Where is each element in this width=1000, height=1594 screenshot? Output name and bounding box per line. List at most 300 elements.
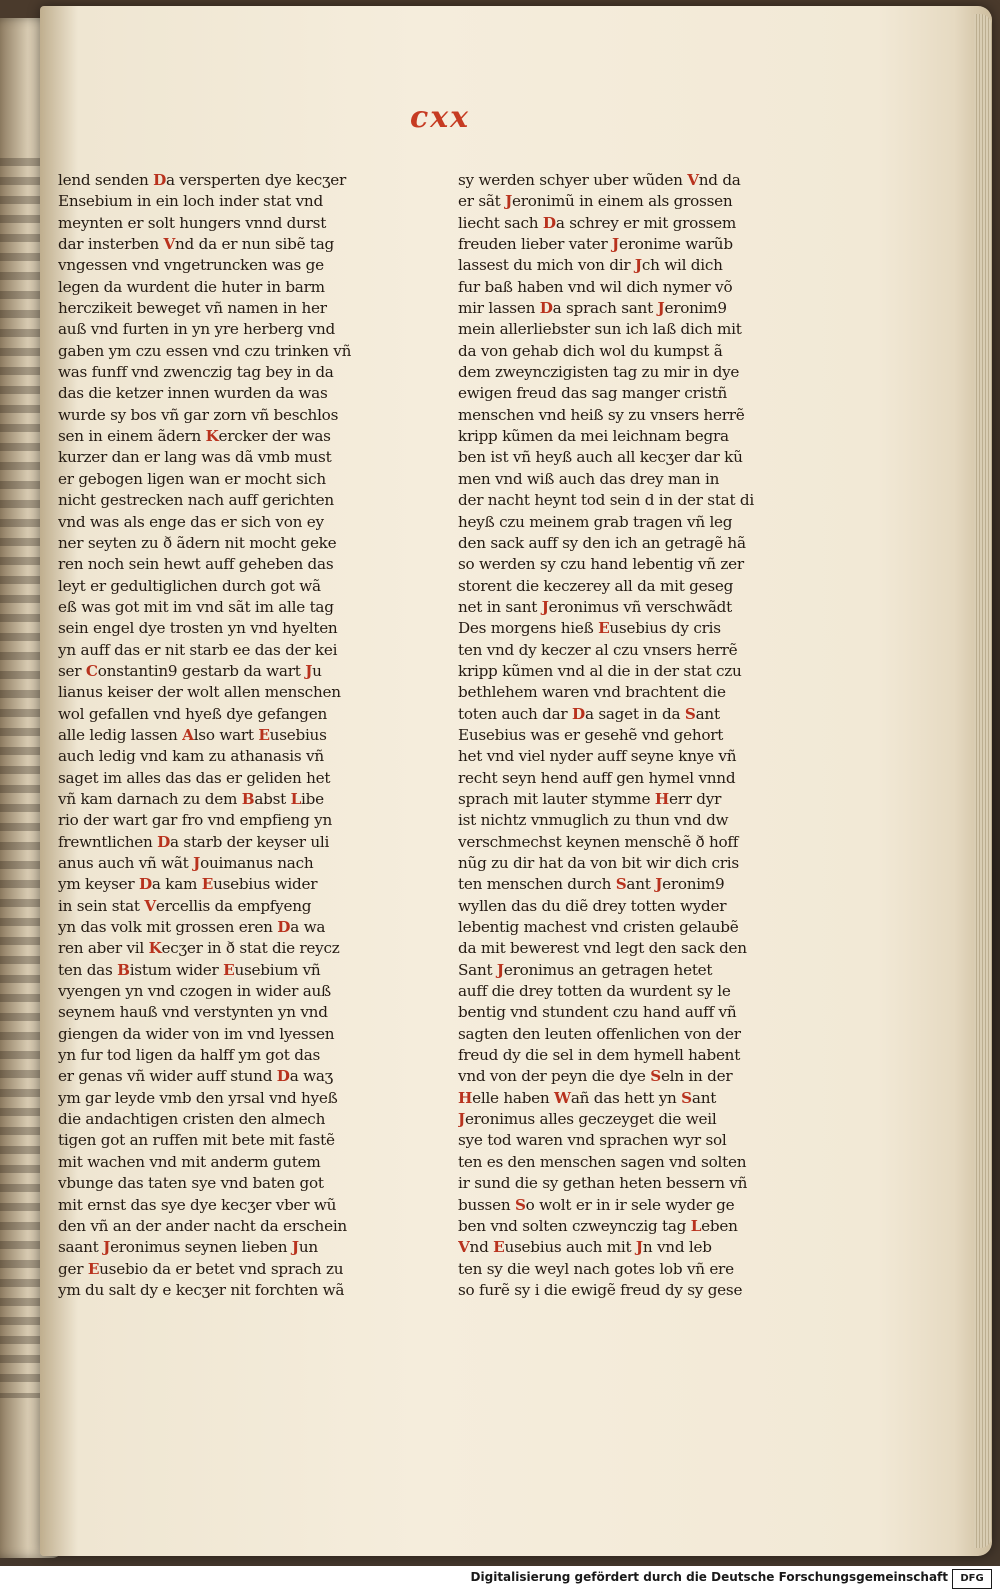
text-line — [458, 725, 803, 746]
text-segment: mein allerliebster sun ich laß dich mit — [458, 320, 742, 339]
rubricated-initial: D — [277, 918, 291, 937]
rubricated-initial: V — [458, 1238, 470, 1257]
text-line — [458, 874, 803, 895]
text-segment: ym du salt dy e kecʒer nit forchten wã — [58, 1280, 345, 1299]
text-segment: ewigen freud das sag manger cristñ — [458, 384, 727, 403]
rubricated-initial: S — [681, 1088, 692, 1107]
text-segment: recht seyn hend auff gen hymel vnnd — [458, 768, 736, 787]
text-line — [458, 960, 803, 981]
text-line — [58, 981, 403, 1002]
text-segment: n vnd leb — [642, 1238, 712, 1257]
text-segment: ten das — [58, 960, 118, 979]
text-segment: eronime warũb — [618, 235, 733, 254]
text-segment: yn das volk mit grossen eren — [58, 918, 278, 937]
rubricated-initial: J — [655, 875, 663, 894]
text-segment: net in sant — [458, 597, 542, 616]
text-line — [458, 1152, 803, 1173]
text-line — [458, 405, 803, 426]
text-line — [58, 896, 403, 917]
text-segment: vyengen yn vnd czogen in wider auß — [58, 982, 331, 1001]
rubricated-initial: J — [193, 854, 201, 872]
text-segment: usebius dy cris — [609, 619, 721, 638]
text-segment: sye tod waren vnd sprachen wyr sol — [458, 1131, 727, 1150]
text-segment: fur baß haben vnd wil dich nymer võ — [458, 277, 733, 296]
text-line — [458, 1088, 803, 1109]
rubricated-initial: E — [493, 1238, 505, 1257]
text-line — [58, 1088, 403, 1109]
text-segment: nũg zu dir hat da von bit wir dich cris — [458, 854, 739, 872]
rubricated-initial: E — [87, 1259, 100, 1278]
text-segment: wyllen das du diẽ drey totten wyder — [458, 896, 727, 915]
text-line — [458, 746, 803, 767]
text-line — [458, 1280, 803, 1301]
rubricated-initial: S — [650, 1067, 661, 1086]
rubricated-initial: K — [148, 939, 162, 958]
text-line — [458, 1045, 803, 1066]
text-segment: frewntlichen — [58, 832, 158, 851]
text-line — [458, 576, 803, 597]
text-segment: er sãt — [458, 192, 506, 211]
text-line — [58, 170, 403, 191]
text-segment: ant — [691, 1088, 717, 1107]
rubricated-initial: J — [635, 1238, 643, 1257]
text-line — [458, 1066, 803, 1087]
text-line — [458, 277, 803, 298]
text-line — [458, 490, 803, 511]
text-segment: a versperten dye kecʒer — [165, 171, 347, 189]
text-segment: so werden sy czu hand lebentig vñ zer — [458, 555, 744, 574]
text-segment: a waʒ — [289, 1067, 333, 1086]
text-segment: eln in der — [660, 1067, 733, 1086]
text-segment: ser — [58, 661, 86, 680]
text-segment: ir sund die sy gethan heten bessern vñ — [458, 1174, 748, 1193]
text-segment: meynten er solt hungers vnnd durst — [58, 213, 327, 232]
text-segment: storent die keczerey all da mit geseg — [458, 576, 734, 595]
text-line — [58, 853, 403, 874]
text-segment: ben ist vñ heyß auch all kecʒer dar kũ — [458, 448, 743, 467]
text-line — [58, 938, 403, 959]
text-segment: sy werden schyer uber wũden — [458, 171, 688, 189]
text-segment: sagten den leuten offenlichen von der — [458, 1024, 741, 1043]
text-line — [458, 1024, 803, 1045]
text-segment: nicht gestrecken nach auff gerichten — [58, 491, 334, 510]
text-segment: freuden lieber vater — [458, 235, 613, 254]
text-segment: ym keyser — [58, 875, 139, 894]
text-line — [458, 682, 803, 703]
rubricated-initial: B — [241, 789, 255, 808]
funding-credit: Digitalisierung gefördert durch die Deutsche Forschungsgemeinschaft — [470, 1570, 948, 1584]
text-segment: die andachtigen cristen den almech — [58, 1110, 326, 1129]
text-line — [58, 789, 403, 810]
text-segment: ren aber vil — [58, 939, 149, 958]
text-segment: a kam — [151, 875, 202, 894]
text-line — [458, 917, 803, 938]
text-line — [58, 533, 403, 554]
text-segment: lso wart — [193, 725, 259, 744]
text-line — [58, 1130, 403, 1151]
text-segment: sprach mit lauter stymme — [458, 789, 655, 808]
text-segment: vngessen vnd vngetruncken was ge — [58, 256, 324, 275]
text-line — [58, 362, 403, 383]
rubricated-initial: L — [690, 1216, 702, 1235]
text-line — [458, 640, 803, 661]
page-stack-edge — [974, 14, 992, 1548]
text-line — [458, 981, 803, 1002]
text-line — [58, 832, 403, 853]
text-segment: ger — [58, 1259, 88, 1278]
rubricated-initial: D — [153, 171, 166, 189]
text-line — [58, 704, 403, 725]
text-line — [458, 896, 803, 917]
text-line — [58, 490, 403, 511]
rubricated-initial: J — [496, 960, 504, 979]
text-line — [458, 810, 803, 831]
text-line — [58, 682, 403, 703]
text-segment: da von gehab dich wol du kumpst ã — [458, 341, 723, 360]
folio-number: cxx — [409, 100, 471, 135]
text-segment: legen da wurdent die huter in barm — [58, 277, 325, 296]
text-line — [458, 1173, 803, 1194]
text-segment: usebius auch mit — [504, 1238, 636, 1257]
text-segment: usebium vñ — [234, 960, 321, 979]
text-segment: ercellis da empfyeng — [155, 896, 312, 915]
rubricated-initial: S — [514, 1195, 526, 1214]
rubricated-initial: S — [615, 875, 627, 894]
text-segment: so furẽ sy i die ewigẽ freud dy sy gese — [458, 1280, 743, 1299]
rubricated-initial: D — [542, 213, 556, 232]
text-line — [458, 1002, 803, 1023]
rubricated-initial: J — [657, 299, 665, 318]
text-line — [58, 298, 403, 319]
rubricated-initial: V — [687, 171, 699, 189]
text-segment: eronimus alles geczeyget die weil — [464, 1110, 717, 1129]
text-line — [58, 746, 403, 767]
text-line — [58, 447, 403, 468]
text-segment: a schrey er mit grossem — [555, 213, 737, 232]
text-line — [458, 191, 803, 212]
text-segment: ibe — [301, 789, 324, 808]
text-segment: ten es den menschen sagen vnd solten — [458, 1152, 747, 1171]
text-line — [58, 597, 403, 618]
text-segment: eronimus vñ verschwãdt — [548, 597, 732, 616]
text-line — [458, 383, 803, 404]
rubricated-initial: K — [205, 427, 219, 446]
text-segment: heyß czu meinem grab tragen vñ leg — [458, 512, 733, 531]
text-segment: herczikeit beweget vñ namen in her — [58, 299, 327, 318]
text-segment: ant — [626, 875, 656, 894]
rubricated-initial: D — [157, 832, 171, 851]
text-segment: saget im alles das das er geliden het — [58, 768, 331, 787]
text-segment: o wolt er in ir sele wyder ge — [525, 1195, 735, 1214]
text-line — [58, 1280, 403, 1301]
text-line — [458, 1109, 803, 1130]
text-line — [58, 768, 403, 789]
rubricated-initial: J — [103, 1238, 111, 1257]
rubricated-initial: E — [258, 725, 270, 744]
text-segment: ercker der was — [218, 427, 331, 446]
text-line — [458, 213, 803, 234]
text-segment: verschmechst keynen menschẽ ð hoff — [458, 832, 739, 851]
text-segment: sen in einem ãdern — [58, 427, 206, 446]
text-line — [458, 1237, 803, 1258]
text-segment: ist nichtz vnmuglich zu thun vnd dw — [458, 811, 729, 830]
text-line — [58, 810, 403, 831]
text-segment: un — [298, 1238, 318, 1257]
rubricated-initial: J — [305, 661, 313, 680]
rubricated-initial: V — [144, 896, 156, 915]
text-segment: bussen — [458, 1195, 515, 1214]
rubricated-initial: D — [572, 704, 585, 723]
rubricated-initial: J — [291, 1238, 299, 1257]
text-segment: a sprach sant — [552, 299, 658, 318]
text-line — [58, 576, 403, 597]
text-segment: onstantin9 gestarb da wart — [97, 661, 306, 680]
text-segment: vbunge das taten sye vnd baten got — [58, 1174, 324, 1193]
text-segment: kurzer dan er lang was dã vmb must — [58, 448, 332, 467]
text-segment: leyt er gedultiglichen durch got wã — [58, 576, 321, 595]
text-line — [458, 255, 803, 276]
text-segment: vnd was als enge das er sich von ey — [58, 512, 324, 531]
text-segment: in sein stat — [58, 896, 145, 915]
text-segment: da mit bewerest vnd legt den sack den — [458, 939, 747, 958]
text-segment: ten sy die weyl nach gotes lob vñ ere — [458, 1259, 734, 1278]
text-column-left — [58, 170, 403, 1301]
text-segment: seynem hauß vnd verstynten yn vnd — [58, 1003, 328, 1022]
text-segment: menschen vnd heiß sy zu vnsers herrẽ — [458, 405, 745, 424]
text-segment: wol gefallen vnd hyeß dye gefangen — [58, 704, 328, 723]
text-line — [58, 383, 403, 404]
text-line — [58, 277, 403, 298]
text-segment: bethlehem waren vnd brachtent die — [458, 683, 726, 702]
text-line — [58, 1045, 403, 1066]
text-line — [58, 874, 403, 895]
text-line — [458, 1130, 803, 1151]
text-segment: ten vnd dy keczer al czu vnsers herrẽ — [458, 640, 738, 659]
rubricated-initial: J — [458, 1110, 465, 1129]
text-segment: lianus keiser der wolt allen menschen — [58, 683, 341, 702]
text-segment: mit ernst das sye dye kecʒer vber wũ — [58, 1195, 337, 1214]
rubricated-initial: H — [458, 1088, 473, 1107]
text-column-right — [458, 170, 803, 1301]
text-segment: yn auff das er nit starb ee das der kei — [58, 640, 338, 659]
text-segment: mir lassen — [458, 299, 540, 318]
text-segment: anus auch vñ wãt — [58, 854, 194, 872]
text-segment: yn fur tod ligen da halff ym got das — [58, 1046, 321, 1065]
rubricated-initial: J — [612, 235, 619, 254]
text-line — [458, 853, 803, 874]
text-segment: ben vnd solten czweynczig tag — [458, 1216, 691, 1235]
text-segment: usebius — [269, 725, 327, 744]
text-segment: auch ledig vnd kam zu athanasis vñ — [58, 747, 324, 766]
text-segment: eronimus an getragen hetet — [503, 960, 713, 979]
rubricated-initial: D — [276, 1067, 290, 1086]
text-segment: a saget in da — [584, 704, 685, 723]
text-line — [58, 255, 403, 276]
text-line — [58, 405, 403, 426]
text-segment: het vnd viel nyder auff seyne knye vñ — [458, 747, 737, 766]
rubricated-initial: S — [684, 704, 696, 723]
text-segment: toten auch dar — [458, 704, 573, 723]
text-line — [58, 1109, 403, 1130]
text-line — [458, 938, 803, 959]
text-segment: lebentig machest vnd cristen gelaubẽ — [458, 918, 739, 937]
text-segment: istum wider — [129, 960, 224, 979]
text-segment: auff die drey totten da wurdent sy le — [458, 982, 731, 1001]
text-segment: bentig vnd stundent czu hand auff vñ — [458, 1003, 737, 1022]
text-segment: dar insterben — [58, 235, 164, 254]
rubricated-initial: V — [163, 235, 176, 254]
text-line — [58, 917, 403, 938]
text-segment: Eusebius was er gesehẽ vnd gehort — [458, 725, 724, 744]
dfg-logo: DFG — [952, 1569, 992, 1589]
text-line — [458, 469, 803, 490]
text-segment: dem zweynczigisten tag zu mir in dye — [458, 363, 740, 382]
text-segment: freud dy die sel in dem hymell habent — [458, 1046, 741, 1065]
text-segment: wurde sy bos vñ gar zorn vñ beschlos — [58, 405, 339, 424]
text-line — [458, 533, 803, 554]
text-line — [458, 1259, 803, 1280]
text-segment: kripp kũmen vnd al die in der stat czu — [458, 661, 742, 680]
text-line — [58, 213, 403, 234]
rubricated-initial: D — [539, 299, 553, 318]
text-segment: kripp kũmen da mei leichnam begra — [458, 427, 729, 446]
text-line — [458, 597, 803, 618]
text-segment: Ensebium in ein loch inder stat vnd — [58, 192, 323, 211]
text-segment: nd da — [698, 171, 741, 189]
text-segment: eronim9 — [662, 875, 725, 894]
text-segment: u — [312, 661, 322, 680]
rubricated-initial: B — [117, 960, 130, 979]
text-segment: liecht sach — [458, 213, 543, 232]
text-line — [458, 362, 803, 383]
text-segment: er gebogen ligen wan er mocht sich — [58, 469, 326, 488]
text-segment: eß was got mit im vnd sãt im alle tag — [58, 597, 334, 616]
text-line — [458, 341, 803, 362]
text-line — [58, 512, 403, 533]
text-segment: vñ kam darnach zu dem — [58, 789, 242, 808]
text-segment: den sack auff sy den ich an getragẽ hã — [458, 533, 746, 552]
text-line — [58, 661, 403, 682]
text-segment: a wa — [290, 918, 326, 937]
text-line — [458, 319, 803, 340]
text-segment: añ das hett yn — [570, 1088, 682, 1107]
text-segment: auß vnd furten in yn yre herberg vnd — [58, 320, 336, 339]
text-segment: eben — [701, 1216, 738, 1235]
text-segment: men vnd wiß auch das drey man in — [458, 469, 720, 488]
text-line — [58, 469, 403, 490]
text-line — [58, 319, 403, 340]
text-line — [58, 1002, 403, 1023]
text-line — [58, 234, 403, 255]
text-line — [458, 170, 803, 191]
text-line — [58, 618, 403, 639]
text-segment: tigen got an ruffen mit bete mit fastẽ — [58, 1131, 335, 1150]
text-line — [58, 1195, 403, 1216]
text-segment: elle haben — [472, 1088, 555, 1107]
text-line — [58, 960, 403, 981]
text-line — [58, 1216, 403, 1237]
text-segment: saant — [58, 1238, 104, 1257]
text-segment: alle ledig lassen — [58, 725, 183, 744]
rubricated-initial: D — [138, 875, 152, 894]
text-segment: abst — [254, 789, 291, 808]
text-line — [58, 1237, 403, 1258]
digitization-footer — [0, 1566, 1000, 1594]
text-line — [58, 725, 403, 746]
text-line — [58, 554, 403, 575]
text-segment: giengen da wider von im vnd lyessen — [58, 1024, 335, 1043]
text-segment: sein engel dye trosten yn vnd hyelten — [58, 619, 338, 638]
text-line — [458, 1216, 803, 1237]
text-line — [58, 640, 403, 661]
text-segment: gaben ym czu essen vnd czu trinken vñ — [58, 341, 352, 360]
text-line — [458, 789, 803, 810]
text-segment: den vñ an der ander nacht da erschein — [58, 1216, 347, 1235]
text-segment: was funff vnd zwenczig tag bey in da — [58, 363, 334, 382]
text-segment: vnd von der peyn die dye — [458, 1067, 651, 1086]
text-segment: ner seyten zu ð ãdern nit mocht geke — [58, 533, 337, 552]
text-segment: usebius wider — [213, 875, 318, 894]
rubricated-initial: W — [554, 1088, 571, 1107]
text-segment: das die ketzer innen wurden da was — [58, 384, 328, 403]
text-segment: eronim9 — [664, 299, 727, 318]
text-line — [458, 234, 803, 255]
text-segment: nd da er nun sibẽ tag — [175, 235, 335, 254]
text-segment: Des morgens hieß — [458, 619, 599, 638]
text-line — [58, 191, 403, 212]
text-line — [458, 426, 803, 447]
text-segment: ren noch sein hewt auff geheben das — [58, 555, 334, 574]
text-line — [458, 661, 803, 682]
rubricated-initial: J — [505, 192, 513, 211]
text-line — [58, 1173, 403, 1194]
text-segment: a starb der keyser uli — [170, 832, 330, 851]
text-line — [458, 1195, 803, 1216]
text-segment: nd — [469, 1238, 494, 1257]
rubricated-initial: C — [85, 661, 98, 680]
rubricated-initial: L — [290, 789, 302, 808]
rubricated-initial: A — [182, 725, 194, 744]
text-line — [58, 426, 403, 447]
text-line — [458, 618, 803, 639]
text-line — [458, 704, 803, 725]
text-segment: lassest du mich von dir — [458, 256, 635, 275]
text-line — [458, 512, 803, 533]
text-segment: ouimanus nach — [200, 854, 314, 872]
rubricated-initial: E — [201, 875, 214, 894]
text-segment: ant — [695, 704, 720, 723]
text-segment: Sant — [458, 960, 497, 979]
text-segment: ecʒer in ð stat die reycz — [161, 939, 340, 958]
text-segment: er genas vñ wider auff stund — [58, 1067, 277, 1086]
text-line — [58, 1024, 403, 1045]
text-line — [458, 768, 803, 789]
text-segment: err dyr — [668, 789, 722, 808]
text-line — [458, 447, 803, 468]
text-line — [458, 832, 803, 853]
text-line — [58, 1259, 403, 1280]
rubricated-initial: E — [223, 960, 235, 979]
text-segment: ten menschen durch — [458, 875, 616, 894]
text-segment: ch wil dich — [641, 256, 723, 275]
text-segment: eronimũ in einem als grossen — [512, 192, 733, 211]
text-segment: mit wachen vnd mit anderm gutem — [58, 1152, 321, 1171]
text-segment: rio der wart gar fro vnd empfieng yn — [58, 811, 333, 830]
rubricated-initial: H — [654, 789, 669, 808]
text-segment: ym gar leyde vmb den yrsal vnd hyeß — [58, 1088, 338, 1107]
rubricated-initial: J — [541, 597, 549, 616]
text-segment: eronimus seynen lieben — [110, 1238, 292, 1257]
